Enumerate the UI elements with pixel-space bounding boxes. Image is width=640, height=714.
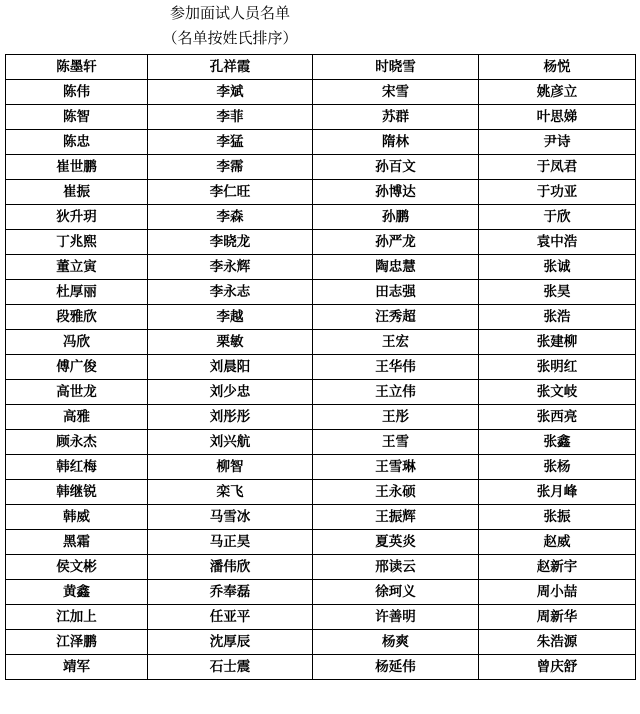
name-cell: 时晓雪 [313, 55, 479, 80]
table-row [6, 155, 636, 180]
name-cell: 汪秀超 [313, 305, 479, 330]
table-row [6, 255, 636, 280]
name-cell: 于功亚 [479, 180, 636, 205]
name-cell: 顾永杰 [6, 430, 148, 455]
name-cell: 陈忠 [6, 130, 148, 155]
name-cell: 孙严龙 [313, 230, 479, 255]
name-cell: 李霈 [148, 155, 313, 180]
name-cell: 柳智 [148, 455, 313, 480]
name-cell: 曾庆舒 [479, 655, 636, 680]
name-cell: 王雪琳 [313, 455, 479, 480]
name-cell: 李越 [148, 305, 313, 330]
name-cell: 董立寅 [6, 255, 148, 280]
name-cell: 赵新宇 [479, 555, 636, 580]
name-cell: 刘少忠 [148, 380, 313, 405]
name-cell: 陈墨轩 [6, 55, 148, 80]
name-cell: 尹诗 [479, 130, 636, 155]
name-cell: 乔奉磊 [148, 580, 313, 605]
name-cell: 靖军 [6, 655, 148, 680]
name-cell: 张振 [479, 505, 636, 530]
name-cell: 江泽鹏 [6, 630, 148, 655]
table-row [6, 530, 636, 555]
name-cell: 崔振 [6, 180, 148, 205]
name-cell: 栗敏 [148, 330, 313, 355]
table-row [6, 605, 636, 630]
name-cell: 张月峰 [479, 480, 636, 505]
name-cell: 周新华 [479, 605, 636, 630]
name-cell: 石士震 [148, 655, 313, 680]
name-cell: 杨爽 [313, 630, 479, 655]
name-cell: 江加上 [6, 605, 148, 630]
name-cell: 陶忠慧 [313, 255, 479, 280]
roster-table [5, 54, 636, 680]
name-cell: 李菲 [148, 105, 313, 130]
name-cell: 韩威 [6, 505, 148, 530]
name-cell: 韩继锐 [6, 480, 148, 505]
table-row [6, 430, 636, 455]
name-cell: 陈智 [6, 105, 148, 130]
name-cell: 王永硕 [313, 480, 479, 505]
name-cell: 于凤君 [479, 155, 636, 180]
name-cell: 段雅欣 [6, 305, 148, 330]
name-cell: 侯文彬 [6, 555, 148, 580]
name-cell: 刘兴航 [148, 430, 313, 455]
name-cell: 田志强 [313, 280, 479, 305]
name-cell: 张诚 [479, 255, 636, 280]
name-cell: 王振辉 [313, 505, 479, 530]
document-subtitle: （名单按姓氏排序） [162, 29, 298, 47]
name-cell: 狄升玥 [6, 205, 148, 230]
name-cell: 黑霜 [6, 530, 148, 555]
name-cell: 孙鹏 [313, 205, 479, 230]
name-cell: 张浩 [479, 305, 636, 330]
name-cell: 孙博达 [313, 180, 479, 205]
name-cell: 周小喆 [479, 580, 636, 605]
name-cell: 丁兆熙 [6, 230, 148, 255]
name-cell: 傅广俊 [6, 355, 148, 380]
name-cell: 李晓龙 [148, 230, 313, 255]
name-cell: 王华伟 [313, 355, 479, 380]
name-cell: 徐珂义 [313, 580, 479, 605]
name-cell: 沈厚辰 [148, 630, 313, 655]
table-row [6, 305, 636, 330]
name-cell: 李森 [148, 205, 313, 230]
name-cell: 冯欣 [6, 330, 148, 355]
table-row [6, 555, 636, 580]
table-row [6, 405, 636, 430]
name-cell: 李仁旺 [148, 180, 313, 205]
name-cell: 杨延伟 [313, 655, 479, 680]
name-cell: 陈伟 [6, 80, 148, 105]
name-cell: 姚彦立 [479, 80, 636, 105]
name-cell: 宋雪 [313, 80, 479, 105]
table-row [6, 480, 636, 505]
name-cell: 马正昊 [148, 530, 313, 555]
name-cell: 王立伟 [313, 380, 479, 405]
name-cell: 张文岐 [479, 380, 636, 405]
table-row [6, 380, 636, 405]
name-cell: 李永志 [148, 280, 313, 305]
name-cell: 潘伟欣 [148, 555, 313, 580]
name-cell: 孔祥霞 [148, 55, 313, 80]
table-row [6, 580, 636, 605]
name-cell: 王宏 [313, 330, 479, 355]
name-cell: 李猛 [148, 130, 313, 155]
name-cell: 张鑫 [479, 430, 636, 455]
document-title: 参加面试人员名单 [169, 4, 290, 22]
name-cell: 高雅 [6, 405, 148, 430]
name-cell: 刘晨阳 [148, 355, 313, 380]
name-cell: 赵威 [479, 530, 636, 555]
table-row [6, 205, 636, 230]
name-cell: 许善明 [313, 605, 479, 630]
roster-table-body [6, 55, 636, 680]
roster-table-container [5, 54, 635, 680]
name-cell: 张西亮 [479, 405, 636, 430]
table-row [6, 130, 636, 155]
name-cell: 夏英炎 [313, 530, 479, 555]
name-cell: 王雪 [313, 430, 479, 455]
name-cell: 李永辉 [148, 255, 313, 280]
name-cell: 刘彤彤 [148, 405, 313, 430]
table-row [6, 505, 636, 530]
table-row [6, 630, 636, 655]
name-cell: 黄鑫 [6, 580, 148, 605]
name-cell: 张建柳 [479, 330, 636, 355]
name-cell: 任亚平 [148, 605, 313, 630]
table-row [6, 80, 636, 105]
name-cell: 李斌 [148, 80, 313, 105]
name-cell: 栾飞 [148, 480, 313, 505]
name-cell: 韩红梅 [6, 455, 148, 480]
name-cell: 邢读云 [313, 555, 479, 580]
name-cell: 袁中浩 [479, 230, 636, 255]
name-cell: 孙百文 [313, 155, 479, 180]
name-cell: 杨悦 [479, 55, 636, 80]
table-row [6, 355, 636, 380]
table-row [6, 105, 636, 130]
name-cell: 张昊 [479, 280, 636, 305]
table-row [6, 455, 636, 480]
table-row [6, 180, 636, 205]
name-cell: 隋林 [313, 130, 479, 155]
table-row [6, 655, 636, 680]
table-row [6, 330, 636, 355]
name-cell: 朱浩源 [479, 630, 636, 655]
name-cell: 张明红 [479, 355, 636, 380]
name-cell: 苏群 [313, 105, 479, 130]
name-cell: 崔世鹏 [6, 155, 148, 180]
table-row [6, 230, 636, 255]
name-cell: 马雪冰 [148, 505, 313, 530]
table-row [6, 280, 636, 305]
name-cell: 杜厚丽 [6, 280, 148, 305]
name-cell: 于欣 [479, 205, 636, 230]
name-cell: 张杨 [479, 455, 636, 480]
name-cell: 叶思娣 [479, 105, 636, 130]
table-row [6, 55, 636, 80]
name-cell: 王彤 [313, 405, 479, 430]
name-cell: 高世龙 [6, 380, 148, 405]
